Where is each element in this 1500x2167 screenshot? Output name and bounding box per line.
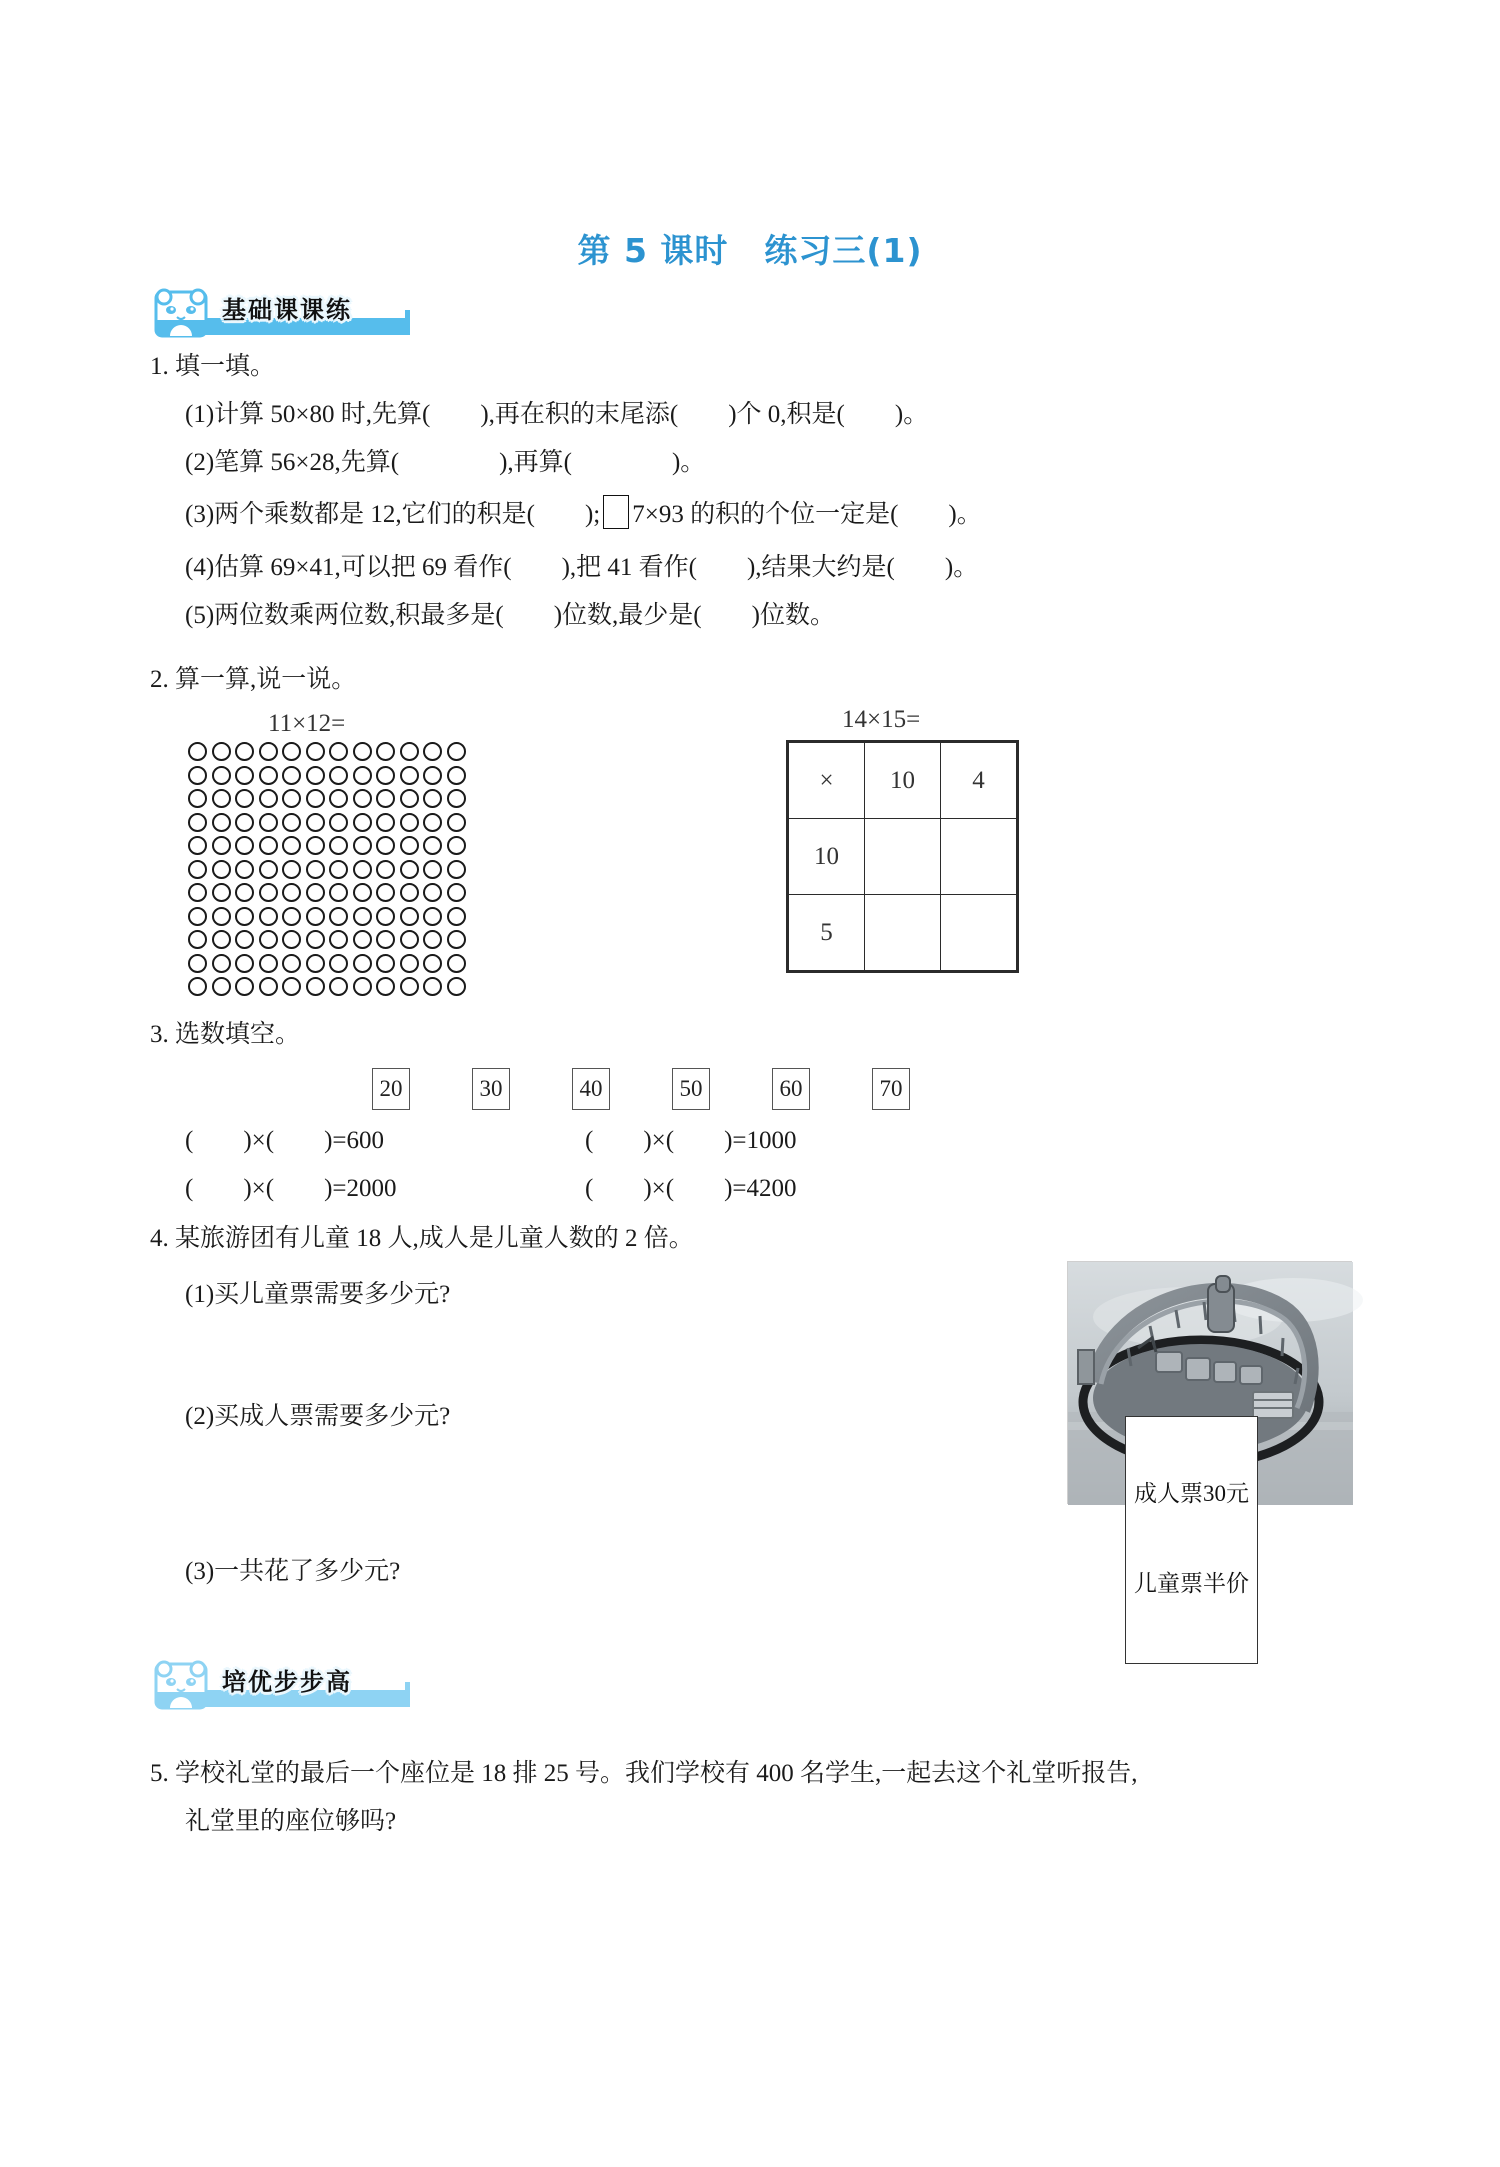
number-chip-40[interactable]: 40 — [572, 1068, 610, 1110]
q2-right-expression: 14×15= — [842, 706, 921, 733]
price-child: 儿童票半价 — [1134, 1571, 1249, 1596]
ticket-price-sign — [1125, 1416, 1258, 1664]
dot — [259, 954, 278, 973]
dot — [329, 907, 348, 926]
dot — [447, 907, 466, 926]
dot — [212, 954, 231, 973]
dot — [376, 930, 395, 949]
dot — [282, 766, 301, 785]
dot — [212, 836, 231, 855]
dot — [259, 883, 278, 902]
dot — [306, 907, 325, 926]
q3-equation-2: ( )×( )=1000 — [585, 1127, 797, 1154]
dot — [282, 930, 301, 949]
dot — [282, 860, 301, 879]
dot — [329, 954, 348, 973]
dot — [282, 742, 301, 761]
dot — [235, 907, 254, 926]
dot — [447, 977, 466, 996]
cell-row1-col2[interactable] — [941, 819, 1017, 895]
dot — [306, 883, 325, 902]
dot — [329, 836, 348, 855]
dot — [282, 977, 301, 996]
dot — [306, 860, 325, 879]
dot — [353, 813, 372, 832]
dot — [353, 907, 372, 926]
number-chip-60[interactable]: 60 — [772, 1068, 810, 1110]
q4-sub-1: (1)买儿童票需要多少元? — [185, 1281, 451, 1308]
dot — [400, 813, 419, 832]
dot — [447, 836, 466, 855]
dot — [376, 883, 395, 902]
cell-row2-label: 5 — [789, 895, 865, 971]
dot — [259, 860, 278, 879]
page-title — [0, 225, 1500, 272]
dot — [259, 789, 278, 808]
section-badge-basic — [150, 288, 430, 340]
table-row-header — [789, 743, 1017, 819]
dot — [235, 930, 254, 949]
bear-icon — [150, 1662, 212, 1710]
dot — [376, 860, 395, 879]
dot — [235, 836, 254, 855]
dot — [188, 930, 207, 949]
cell-header-4: 4 — [941, 743, 1017, 819]
dot — [235, 742, 254, 761]
dot — [400, 789, 419, 808]
badge-label-advanced: 培优步步高 — [222, 1668, 352, 1696]
dot — [212, 813, 231, 832]
dot — [259, 977, 278, 996]
question-5-line-2: 礼堂里的座位够吗? — [185, 1808, 397, 1835]
q3-equation-1: ( )×( )=600 — [185, 1127, 384, 1154]
dot — [235, 766, 254, 785]
number-chip-30[interactable]: 30 — [472, 1068, 510, 1110]
table-row — [789, 819, 1017, 895]
dot — [282, 813, 301, 832]
q3-equation-3: ( )×( )=2000 — [185, 1175, 397, 1202]
dot — [259, 766, 278, 785]
number-chip-50[interactable]: 50 — [672, 1068, 710, 1110]
dot-array — [188, 742, 470, 1001]
dot — [353, 860, 372, 879]
cell-row2-col1[interactable] — [865, 895, 941, 971]
dot — [188, 954, 207, 973]
dot — [376, 836, 395, 855]
dot — [212, 789, 231, 808]
q1-item-3-part-b: 7×93 的积的个位一定是( )。 — [632, 501, 982, 528]
dot — [235, 883, 254, 902]
dot — [423, 836, 442, 855]
dot — [329, 860, 348, 879]
question-5-line-1: 5. 学校礼堂的最后一个座位是 18 排 25 号。我们学校有 400 名学生,一起去这个礼堂听报告, — [150, 1760, 1138, 1787]
amusement-park-photo — [1067, 1261, 1352, 1596]
dot — [212, 766, 231, 785]
dot — [400, 836, 419, 855]
dot — [306, 766, 325, 785]
dot — [329, 930, 348, 949]
dot — [259, 907, 278, 926]
q2-left-expression: 11×12= — [268, 710, 346, 737]
dot — [306, 789, 325, 808]
badge-label-basic: 基础课课练 — [222, 296, 352, 324]
q1-item-4: (4)估算 69×41,可以把 69 看作( ),把 41 看作( ),结果大约是( )。 — [185, 554, 979, 581]
dot — [423, 860, 442, 879]
dot — [400, 930, 419, 949]
q1-item-1: (1)计算 50×80 时,先算( ),再在积的末尾添( )个 0,积是( )。 — [185, 401, 929, 428]
dot — [423, 813, 442, 832]
dot — [188, 907, 207, 926]
dot — [259, 836, 278, 855]
dot — [235, 789, 254, 808]
dot — [447, 954, 466, 973]
dot — [353, 742, 372, 761]
dot — [400, 883, 419, 902]
dot — [306, 954, 325, 973]
cell-row2-col2[interactable] — [941, 895, 1017, 971]
dot — [212, 742, 231, 761]
blank-square-box[interactable] — [603, 495, 629, 529]
dot — [400, 766, 419, 785]
dot — [400, 954, 419, 973]
dot — [353, 954, 372, 973]
question-4-heading: 4. 某旅游团有儿童 18 人,成人是儿童人数的 2 倍。 — [150, 1225, 694, 1252]
dot — [188, 836, 207, 855]
dot — [376, 766, 395, 785]
dot — [376, 789, 395, 808]
dot — [353, 766, 372, 785]
q3-equation-4: ( )×( )=4200 — [585, 1175, 797, 1202]
dot — [329, 813, 348, 832]
dot — [376, 977, 395, 996]
dot — [329, 766, 348, 785]
price-adult: 成人票30元 — [1134, 1481, 1249, 1506]
dot — [329, 742, 348, 761]
dot — [423, 766, 442, 785]
dot — [447, 766, 466, 785]
number-chip-20[interactable]: 20 — [372, 1068, 410, 1110]
dot — [400, 977, 419, 996]
dot — [259, 742, 278, 761]
dot — [188, 813, 207, 832]
section-badge-advanced — [150, 1660, 430, 1712]
dot — [400, 742, 419, 761]
dot — [400, 860, 419, 879]
dot — [423, 789, 442, 808]
dot — [353, 836, 372, 855]
cell-row1-col1[interactable] — [865, 819, 941, 895]
dot — [212, 907, 231, 926]
dot — [235, 813, 254, 832]
dot — [188, 977, 207, 996]
dot — [447, 789, 466, 808]
table-row — [789, 895, 1017, 971]
dot — [188, 789, 207, 808]
dot — [212, 860, 231, 879]
cell-header-10: 10 — [865, 743, 941, 819]
dot — [423, 930, 442, 949]
dot — [376, 742, 395, 761]
dot — [188, 742, 207, 761]
question-2-heading: 2. 算一算,说一说。 — [150, 666, 357, 693]
cell-row1-label: 10 — [789, 819, 865, 895]
dot — [235, 954, 254, 973]
dot — [282, 883, 301, 902]
dot — [212, 930, 231, 949]
dot — [353, 977, 372, 996]
dot — [353, 883, 372, 902]
dot — [306, 836, 325, 855]
dot — [353, 789, 372, 808]
multiplication-grid-table — [788, 742, 1017, 971]
dot — [188, 766, 207, 785]
cell-header-operator: × — [789, 743, 865, 819]
dot — [306, 977, 325, 996]
dot — [188, 883, 207, 902]
lesson-number: 第 5 课时 — [577, 231, 729, 270]
question-3-heading: 3. 选数填空。 — [150, 1021, 301, 1048]
dot — [259, 930, 278, 949]
dot — [235, 860, 254, 879]
dot — [259, 813, 278, 832]
dot — [423, 907, 442, 926]
dot — [282, 789, 301, 808]
dot — [188, 860, 207, 879]
lesson-name: 练习三(1) — [764, 231, 923, 270]
q4-sub-3: (3)一共花了多少元? — [185, 1558, 401, 1585]
dot — [306, 742, 325, 761]
dot — [376, 907, 395, 926]
dot — [447, 930, 466, 949]
bear-icon — [150, 290, 212, 338]
dot — [282, 907, 301, 926]
dot — [447, 860, 466, 879]
q1-item-3-part-a: (3)两个乘数都是 12,它们的积是( ); — [185, 501, 601, 528]
dot — [329, 883, 348, 902]
dot — [212, 883, 231, 902]
dot — [376, 954, 395, 973]
dot — [282, 954, 301, 973]
dot — [447, 813, 466, 832]
number-chip-70[interactable]: 70 — [872, 1068, 910, 1110]
dot — [423, 954, 442, 973]
dot — [423, 977, 442, 996]
dot — [306, 813, 325, 832]
dot — [306, 930, 325, 949]
dot — [423, 742, 442, 761]
dot — [447, 742, 466, 761]
dot — [329, 789, 348, 808]
dot — [376, 813, 395, 832]
dot — [212, 977, 231, 996]
q1-item-3 — [185, 495, 982, 532]
dot — [447, 883, 466, 902]
dot — [400, 907, 419, 926]
q1-item-5: (5)两位数乘两位数,积最多是( )位数,最少是( )位数。 — [185, 602, 835, 629]
dot — [235, 977, 254, 996]
q1-item-2: (2)笔算 56×28,先算( ),再算( )。 — [185, 449, 706, 476]
dot — [423, 883, 442, 902]
dot — [329, 977, 348, 996]
question-1-heading: 1. 填一填。 — [150, 353, 276, 380]
dot — [353, 930, 372, 949]
dot — [282, 836, 301, 855]
q4-sub-2: (2)买成人票需要多少元? — [185, 1403, 451, 1430]
